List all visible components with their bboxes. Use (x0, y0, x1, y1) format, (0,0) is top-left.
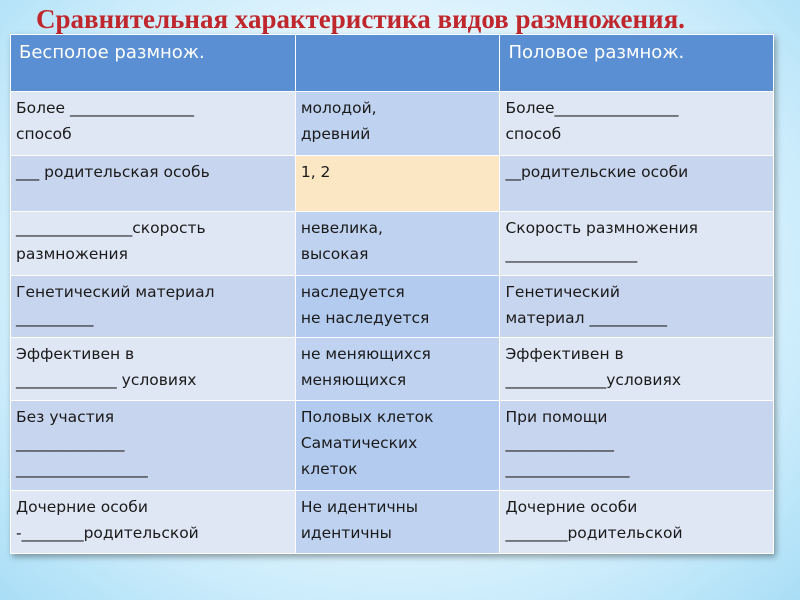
cell-text: Более ________________ (16, 99, 195, 117)
comparison-table (10, 34, 774, 554)
cell-text: Эффективен в (16, 345, 135, 363)
cell-text: Скорость размножения (505, 219, 698, 237)
table-row (11, 92, 774, 156)
cell-text: способ (505, 125, 562, 143)
cell-text: Саматических (300, 434, 418, 452)
header-sexual: Половое размнож. (500, 35, 774, 92)
cell-text: материал __________ (505, 309, 667, 327)
table-header-row (11, 35, 774, 92)
cell-text: высокая (300, 245, 369, 263)
sexual-cell (500, 212, 774, 276)
cell-text: наследуется (300, 283, 405, 301)
asexual-cell (11, 338, 296, 401)
answer-cell (295, 156, 500, 212)
sexual-cell (500, 491, 774, 554)
asexual-cell (11, 276, 296, 338)
cell-text: способ (16, 125, 72, 143)
cell-text: Дочерние особи (16, 498, 148, 516)
answer-cell (295, 401, 500, 491)
cell-text: ___ родительская особь (16, 163, 210, 181)
cell-text: __________ (16, 309, 94, 327)
cell-text: _____________условиях (505, 371, 681, 389)
cell-text: _____________ условиях (16, 371, 197, 389)
cell-text: Дочерние особи (505, 498, 638, 516)
cell-text: древний (300, 125, 371, 143)
header-middle (295, 35, 500, 92)
cell-text: Генетический (505, 283, 620, 301)
table-row (11, 156, 774, 212)
cell-text: __родительские особи (505, 163, 689, 181)
cell-text: Более________________ (505, 99, 679, 117)
asexual-cell (11, 212, 296, 276)
cell-text: клеток (300, 460, 358, 478)
table-row (11, 212, 774, 276)
cell-text: невелика, (300, 219, 383, 237)
answer-cell (295, 491, 500, 554)
answer-cell (295, 212, 500, 276)
cell-text: _________________ (16, 460, 148, 478)
answer-cell (295, 92, 500, 156)
cell-text: идентичны (300, 524, 392, 542)
answer-cell (295, 276, 500, 338)
cell-text: не наследуется (300, 309, 430, 327)
cell-text: не меняющихся (300, 345, 431, 363)
cell-text: При помощи (505, 408, 608, 426)
cell-text: 1, 2 (300, 163, 331, 181)
sexual-cell (500, 338, 774, 401)
cell-text: _________________ (505, 245, 638, 263)
cell-text: Эффективен в (505, 345, 624, 363)
cell-text: Не идентичны (300, 498, 419, 516)
cell-text: Половых клеток (300, 408, 434, 426)
cell-text: меняющихся (300, 371, 407, 389)
cell-text: Генетический материал (16, 283, 215, 301)
header-asexual: Бесполое размнож. (11, 35, 296, 92)
table-row (11, 338, 774, 401)
cell-text: -________родительской (16, 524, 199, 542)
sexual-cell (500, 156, 774, 212)
cell-text: ______________ (505, 434, 614, 452)
cell-text: _______________скорость (16, 219, 206, 237)
cell-text: ________________ (505, 460, 630, 478)
cell-text: ______________ (16, 434, 125, 452)
cell-text: ________родительской (505, 524, 683, 542)
cell-text: размножения (16, 245, 128, 263)
answer-cell (295, 338, 500, 401)
sexual-cell (500, 276, 774, 338)
table-row (11, 401, 774, 491)
asexual-cell (11, 92, 296, 156)
table-row (11, 491, 774, 554)
cell-text: Без участия (16, 408, 115, 426)
asexual-cell (11, 401, 296, 491)
asexual-cell (11, 156, 296, 212)
cell-text: молодой, (300, 99, 377, 117)
sexual-cell (500, 401, 774, 491)
asexual-cell (11, 491, 296, 554)
slide-title: Сравнительная характеристика видов размножения. (36, 4, 685, 34)
sexual-cell (500, 92, 774, 156)
table-row (11, 276, 774, 338)
